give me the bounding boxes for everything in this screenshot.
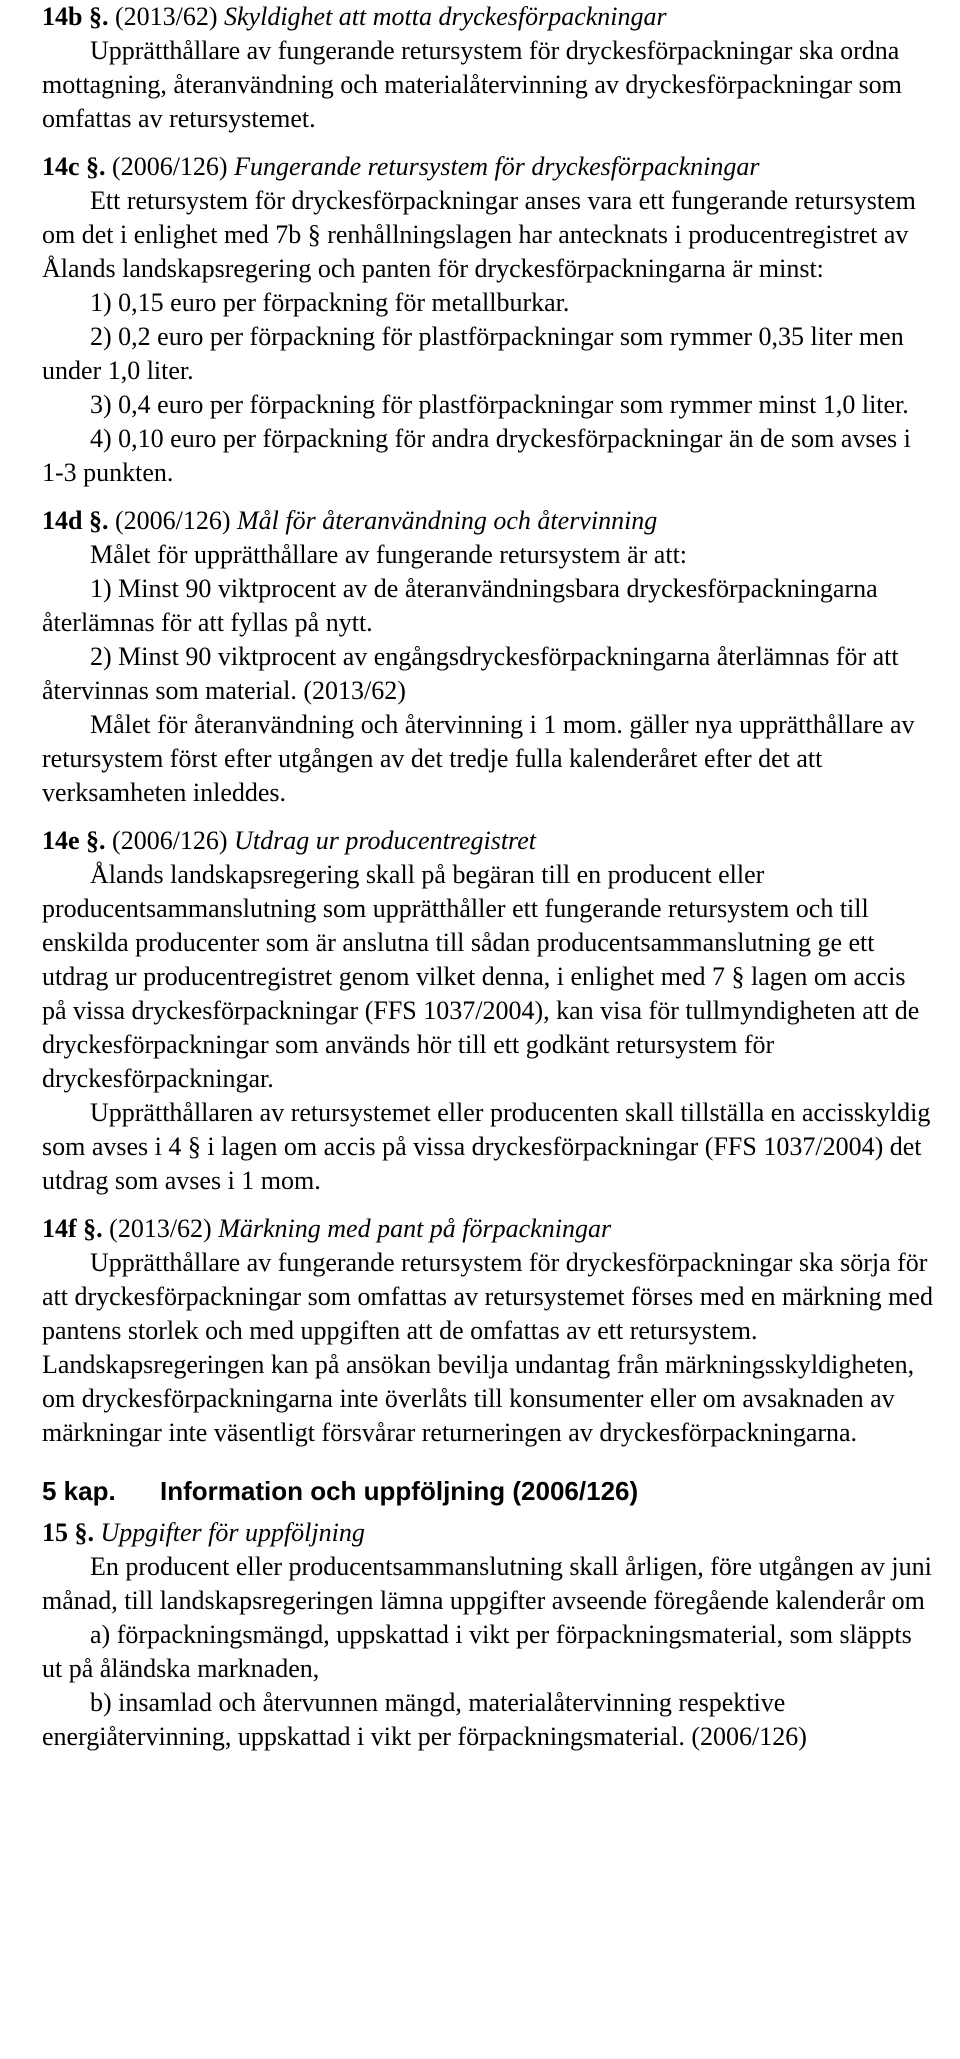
paragraph: Upprätthållare av fungerande retursystem för dryckesförpackningar ska ordna mottagning, återanvändning och materialåtervinning av dryckesförpackningar som omfattas av retursystemet.	[42, 36, 902, 133]
section-number: 14f §.	[42, 1214, 103, 1243]
section-14b	[42, 0, 934, 136]
chapter-title: Information och uppföljning (2006/126)	[160, 1476, 639, 1506]
section-14e	[42, 824, 934, 1198]
section-title: Uppgifter för uppföljning	[100, 1518, 365, 1547]
section-number: 14c §.	[42, 152, 106, 181]
section-14c	[42, 150, 934, 490]
section-heading	[42, 1212, 934, 1246]
section-reference: (2006/126)	[112, 826, 228, 855]
section-title: Fungerande retursystem för dryckesförpackningar	[234, 152, 760, 181]
chapter-number: 5 kap.	[42, 1476, 116, 1506]
section-14f	[42, 1212, 934, 1450]
list-item: 1) Minst 90 viktprocent av de återanvändningsbara dryckesförpackningarna återlämnas för att fyllas på nytt.	[42, 574, 878, 637]
chapter-heading	[42, 1474, 934, 1508]
list-item: 4) 0,10 euro per förpackning för andra dryckesförpackningar än de som avses i 1-3 punkten.	[42, 424, 911, 487]
section-reference: (2013/62)	[109, 1214, 212, 1243]
section-reference: (2006/126)	[114, 506, 231, 535]
section-number: 14d §.	[42, 506, 109, 535]
paragraph: Målet för återanvändning och återvinning i 1 mom. gäller nya upprätthållare av retursystem först efter utgången av det tredje fulla kalenderåret efter det att verksamheten inleddes.	[42, 710, 915, 807]
list-item: 1) 0,15 euro per förpackning för metallburkar.	[90, 288, 570, 317]
section-title: Skyldighet att motta dryckesförpackningar	[224, 2, 667, 31]
section-heading	[42, 824, 934, 858]
list-item: a) förpackningsmängd, uppskattad i vikt per förpackningsmaterial, som släppts ut på åländska marknaden,	[42, 1620, 912, 1683]
section-reference: (2006/126)	[112, 152, 228, 181]
list-item: 2) Minst 90 viktprocent av engångsdryckesförpackningarna återlämnas för att återvinnas som material. (2013/62)	[42, 642, 899, 705]
section-number: 14e §.	[42, 826, 106, 855]
section-number: 14b §.	[42, 2, 109, 31]
section-number: 15 §.	[42, 1518, 94, 1547]
paragraph: Upprätthållaren av retursystemet eller producenten skall tillställa en accisskyldig som avses i 4 § i lagen om accis på vissa dryckesförpackningar (FFS 1037/2004) det utdrag som avses i 1 mom.	[42, 1098, 931, 1195]
paragraph: Målet för upprätthållare av fungerande retursystem är att:	[90, 540, 688, 569]
paragraph: Ett retursystem för dryckesförpackningar anses vara ett fungerande retursystem om det i enlighet med 7b § renhållningslagen har antecknats i producentregistret av Ålands landskapsregering och panten för dryckesförpackningarna är minst:	[42, 186, 916, 283]
section-title: Mål för återanvändning och återvinning	[237, 506, 658, 535]
list-item: 3) 0,4 euro per förpackning för plastförpackningar som rymmer minst 1,0 liter.	[90, 390, 909, 419]
list-item: 2) 0,2 euro per förpackning för plastförpackningar som rymmer 0,35 liter men under 1,0 liter.	[42, 322, 904, 385]
section-heading	[42, 0, 934, 34]
section-title: Utdrag ur producentregistret	[234, 826, 536, 855]
list-item: b) insamlad och återvunnen mängd, materialåtervinning respektive energiåtervinning, uppskattad i vikt per förpackningsmaterial. (2006/126)	[42, 1688, 807, 1751]
paragraph: En producent eller producentsammanslutning skall årligen, före utgången av juni månad, till landskapsregeringen lämna uppgifter avseende föregående kalenderår om	[42, 1552, 932, 1615]
section-14d	[42, 504, 934, 810]
section-heading	[42, 504, 934, 538]
paragraph: Ålands landskapsregering skall på begäran till en producent eller producentsammanslutning som upprätthåller ett fungerande retursystem och till enskilda producenter som är anslutna till sådan producentsammanslutning ge ett utdrag ur producentregistret genom vilket denna, i enlighet med 7 § lagen om accis på vissa dryckesförpackningar (FFS 1037/2004), kan visa för tullmyndigheten att de dryckesförpackningar som används hör till ett godkänt retursystem för dryckesförpackningar.	[42, 860, 920, 1093]
paragraph: Upprätthållare av fungerande retursystem för dryckesförpackningar ska sörja för att dryckesförpackningar som omfattas av retursystemet förses med en märkning med pantens storlek och med uppgiften att de omfattas av ett retursystem. Landskapsregeringen kan på ansökan bevilja undantag från märkningsskyldigheten, om dryckesförpackningarna inte överlåts till konsumenter eller om avsaknaden av märkningar inte väsentligt försvårar returneringen av dryckesförpackningarna.	[42, 1248, 933, 1447]
section-title: Märkning med pant på förpackningar	[218, 1214, 612, 1243]
section-heading	[42, 150, 934, 184]
section-15	[42, 1516, 934, 1754]
section-heading	[42, 1516, 934, 1550]
section-reference: (2013/62)	[114, 2, 218, 31]
